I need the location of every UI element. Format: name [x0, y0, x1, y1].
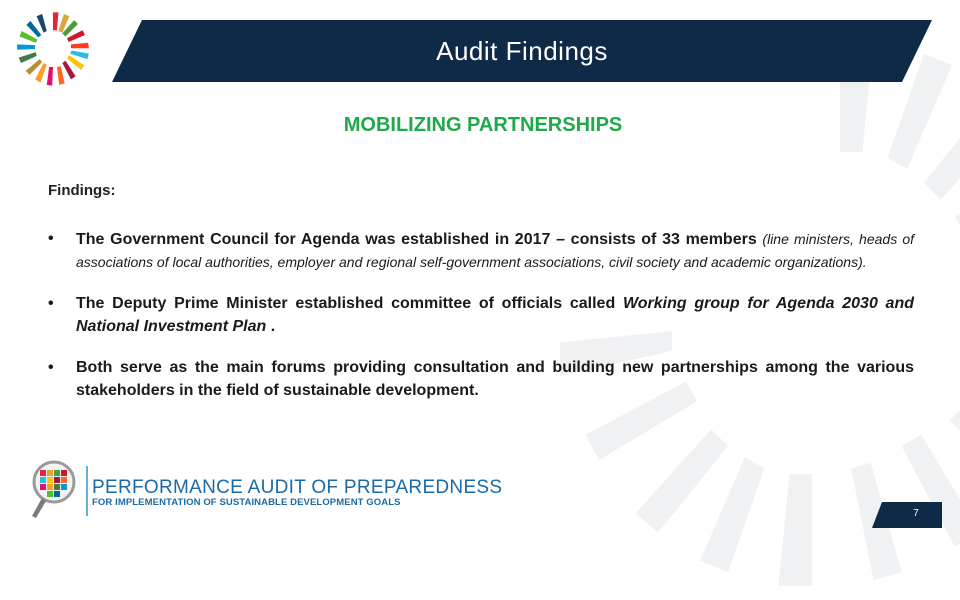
- sdg-wheel-icon: [14, 10, 92, 88]
- list-item: [48, 292, 914, 338]
- section-heading: MOBILIZING PARTNERSHIPS: [343, 114, 623, 136]
- finding-tail: .: [266, 318, 276, 335]
- footer-divider: [86, 466, 88, 516]
- finding-detail: (line ministers, heads of associations of local authorities, employer and regional self-government associations, civil society and academic organizations).: [76, 231, 915, 270]
- slide-title: Audit Findings: [436, 35, 608, 66]
- magnifying-glass-icon: [28, 458, 84, 520]
- footer-title: PERFORMANCE AUDIT OF PREPAREDNESS: [92, 477, 503, 498]
- finding-text: The Government Council for Agenda was established in 2017 – consists of 33 members: [76, 231, 763, 248]
- bullet-marker: •: [48, 295, 54, 312]
- list-item: [48, 228, 914, 274]
- list-item: [48, 356, 914, 402]
- findings-list: [48, 228, 914, 418]
- finding-text: The Deputy Prime Minister established committee of officials called: [76, 295, 623, 312]
- bullet-marker: •: [48, 230, 54, 247]
- findings-label: Findings:: [48, 182, 116, 199]
- finding-italic: Working group for Agenda 2030 and National Investment Plan: [76, 295, 914, 335]
- page-number: 7: [913, 508, 919, 519]
- bullet-marker: •: [48, 359, 54, 376]
- finding-text: Both serve as the main forums providing consultation and building new partnerships among the various stakeholders in the field of sustainable development.: [76, 359, 914, 399]
- footer-subtitle: FOR IMPLEMENTATION OF SUSTAINABLE DEVELOPMENT GOALS: [92, 497, 401, 508]
